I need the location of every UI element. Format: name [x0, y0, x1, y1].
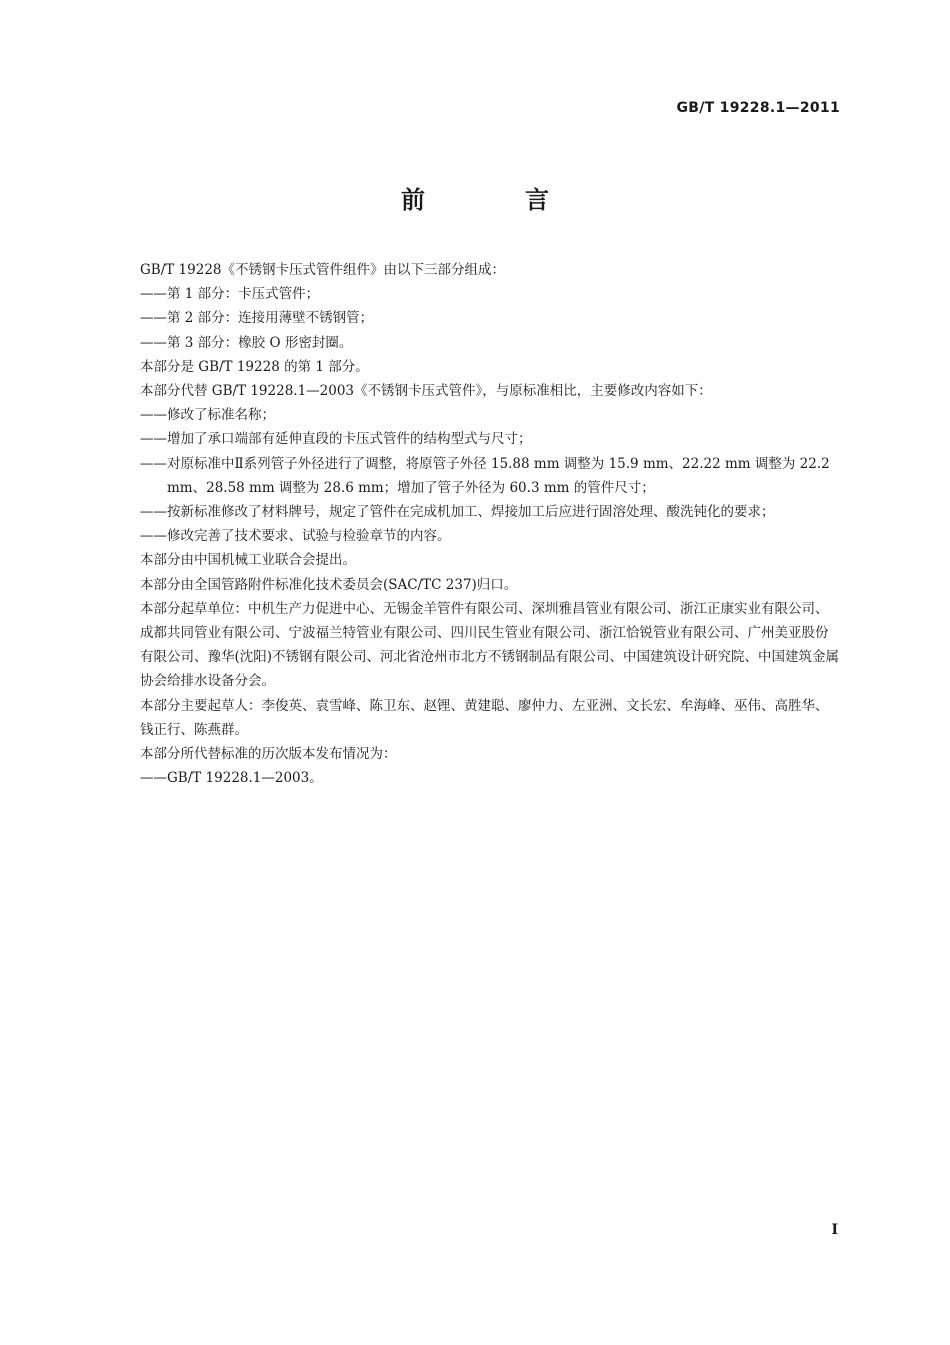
paragraph: 本部分代替 GB/T 19228.1—2003《不锈钢卡压式管件》，与原标准相比，主要修改内容如下： [140, 383, 712, 400]
page-title: 前 言 [401, 186, 587, 214]
list-item: ——第 2 部分：连接用薄壁不锈钢管； [140, 310, 374, 327]
paragraph: 本部分由中国机械工业联合会提出。 [140, 552, 356, 569]
list-item: ——增加了承口端部有延伸直段的卡压式管件的结构型式与尺寸； [140, 431, 532, 448]
standard-code: GB/T 19228.1—2011 [676, 100, 840, 116]
list-item: ——修改完善了技术要求、试验与检验章节的内容。 [140, 528, 451, 545]
paragraph: 本部分起草单位：中机生产力促进中心、无锡金羊管件有限公司、深圳雅昌管业有限公司、浙江正康实业有限公司、成都共同管业有限公司、宁波福兰特管业有限公司、四川民生管业有限公司、浙江恰锐管业有限公司、广州美亚股份有限公司、豫华(沈阳)不锈钢有限公司、河北省沧州市北方不锈钢制品有限公司、中国建筑设计研究院、中国建筑金属协会给排水设备分会。 [140, 600, 840, 690]
paragraph: 本部分是 GB/T 19228 的第 1 部分。 [140, 358, 369, 375]
list-item: ——第 1 部分：卡压式管件； [140, 286, 320, 303]
paragraph: 本部分由全国管路附件标准化技术委员会(SAC/TC 237)归口。 [140, 576, 518, 593]
list-item: ——第 3 部分：橡胶 O 形密封圈。 [140, 334, 353, 351]
list-item: ——GB/T 19228.1—2003。 [140, 770, 323, 787]
list-item: ——按新标准修改了材料牌号，规定了管件在完成机加工、焊接加工后应进行固溶处理、酸洗钝化的要求； [140, 504, 775, 521]
list-item: ——修改了标准名称； [140, 407, 275, 424]
page-number: I [831, 1222, 838, 1238]
paragraph: 本部分主要起草人：李俊英、袁雪峰、陈卫东、赵锂、黄建聪、廖仲力、左亚洲、文长宏、牟海峰、巫伟、高胜华、钱正行、陈燕群。 [140, 697, 829, 738]
paragraph: GB/T 19228《不锈钢卡压式管件组件》由以下三部分组成： [140, 262, 505, 278]
list-item: ——对原标准中Ⅱ系列管子外径进行了调整，将原管子外径 15.88 mm 调整为 15.9 mm、22.22 mm 调整为 22.2 mm、28.58 mm 调整为 28.6 mm；增加了管子外径为 60.3 mm 的管件尺寸； [140, 455, 830, 496]
foreword-body [140, 258, 840, 790]
paragraph: 本部分所代替标准的历次版本发布情况为： [140, 746, 397, 763]
